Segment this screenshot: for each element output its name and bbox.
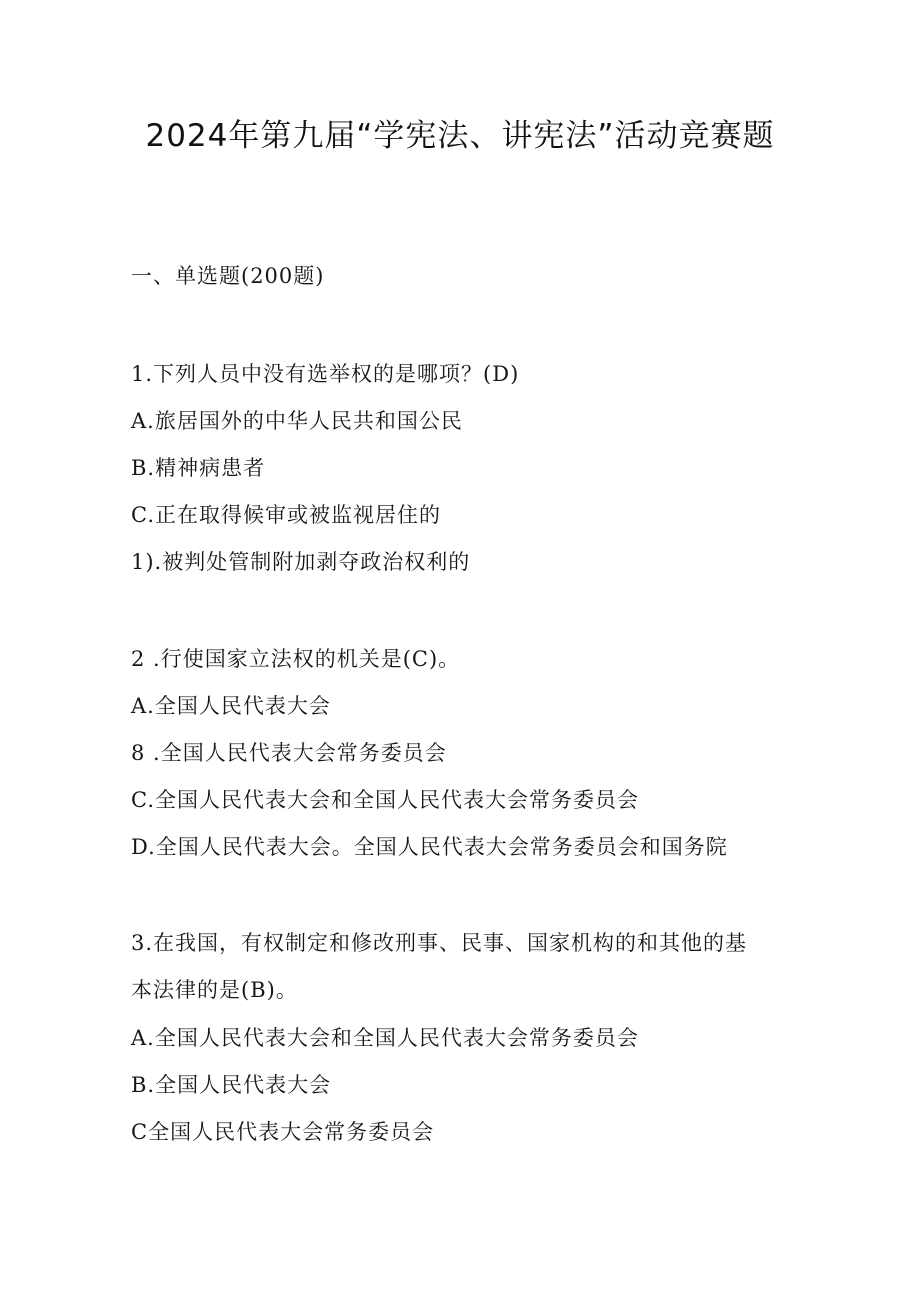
section-heading: 一、单选题(200题) <box>131 264 325 288</box>
document-title: 2024年第九届“学宪法、讲宪法”活动竞赛题 <box>145 118 775 154</box>
question-2-stem: 2 .行使国家立法权的机关是(C)。 <box>131 647 461 671</box>
question-3-stem-line-1: 3.在我国，有权制定和修改刑事、民事、国家机构的和其他的基 <box>131 931 748 955</box>
question-1-option-c: C.正在取得候审或被监视居住的 <box>131 503 441 527</box>
question-3-option-b: B.全国人民代表大会 <box>131 1073 332 1097</box>
question-3-stem-line-2: 本法律的是(B)。 <box>131 978 298 1002</box>
question-2-option-c: C.全国人民代表大会和全国人民代表大会常务委员会 <box>131 788 639 812</box>
question-2-option-a: A.全国人民代表大会 <box>131 694 331 718</box>
question-1-option-d: 1).被判处管制附加剥夺政治权利的 <box>131 550 471 574</box>
question-1-option-b: B.精神病患者 <box>131 456 266 480</box>
question-2-option-d: D.全国人民代表大会。全国人民代表大会常务委员会和国务院 <box>131 835 728 859</box>
question-2-option-b: 8 .全国人民代表大会常务委员会 <box>131 741 447 765</box>
question-1-option-a: A.旅居国外的中华人民共和国公民 <box>131 409 463 433</box>
question-1-stem: 1.下列人员中没有选举权的是哪项？(D) <box>131 362 520 386</box>
question-3-option-a: A.全国人民代表大会和全国人民代表大会常务委员会 <box>131 1026 639 1050</box>
question-3-option-c: C全国人民代表大会常务委员会 <box>131 1120 435 1144</box>
